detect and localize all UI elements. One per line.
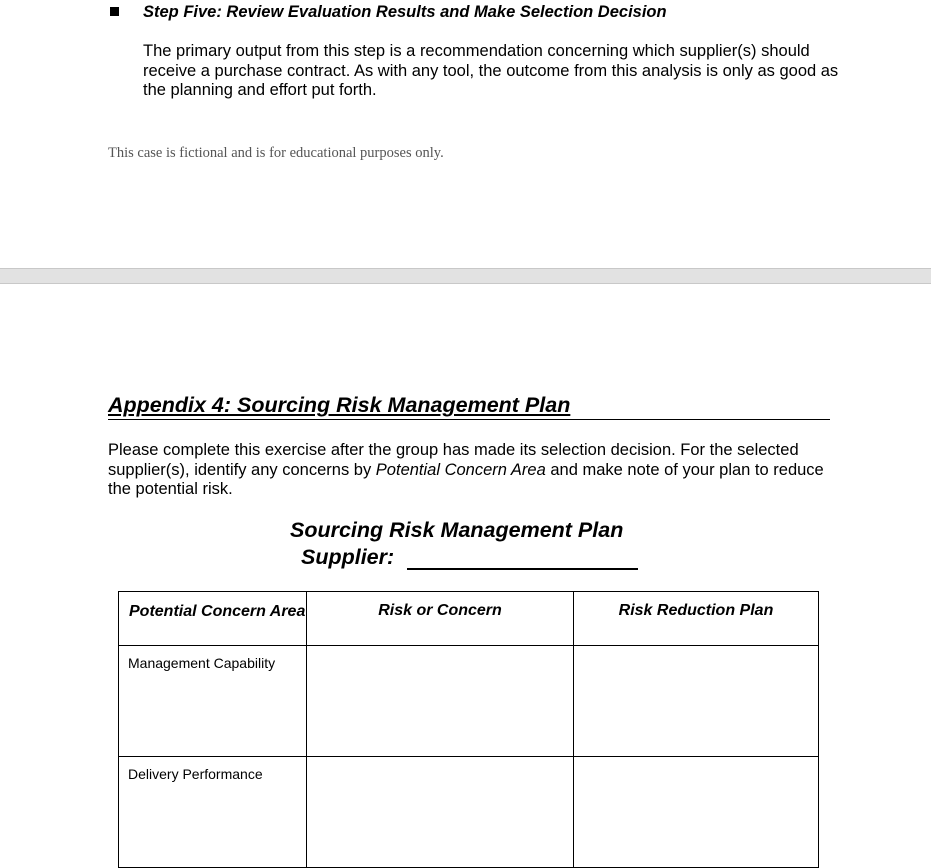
header-risk-reduction-plan: Risk Reduction Plan (574, 592, 819, 646)
appendix-title: Appendix 4: Sourcing Risk Management Plan (108, 392, 830, 420)
risk-cell[interactable] (307, 646, 574, 757)
document-page-1 (0, 0, 931, 268)
table-header-row (119, 592, 819, 646)
fictional-disclaimer: This case is fictional and is for educational purposes only. (108, 145, 444, 161)
square-bullet-icon (110, 7, 119, 16)
document-page-2 (0, 284, 931, 838)
concern-area-cell: Management Capability (119, 646, 307, 757)
plan-cell[interactable] (574, 646, 819, 757)
page-break-gap (0, 268, 931, 284)
table-row (119, 646, 819, 757)
table-row (119, 757, 819, 868)
risk-cell[interactable] (307, 757, 574, 868)
plan-title: Sourcing Risk Management Plan (290, 518, 624, 542)
supplier-label: Supplier: (301, 545, 395, 569)
concern-area-cell: Delivery Performance (119, 757, 307, 868)
risk-plan-table (118, 591, 819, 868)
step-five-body: The primary output from this step is a recommendation concerning which supplier(s) should receive a purchase contract. As with any tool, the outcome from this analysis is only as good as the planning and effort put forth. (143, 42, 839, 99)
supplier-blank-line[interactable] (407, 568, 638, 570)
step-five-heading: Step Five: Review Evaluation Results and Make Selection Decision (143, 3, 667, 21)
plan-cell[interactable] (574, 757, 819, 868)
header-potential-concern-area: Potential Concern Area (119, 592, 307, 646)
appendix-intro: Please complete this exercise after the group has made its selection decision. For the selected supplier(s), identify any concerns by Potential Concern Area and make note of your plan to reduce the potential risk. (108, 441, 824, 498)
header-risk-or-concern: Risk or Concern (307, 592, 574, 646)
